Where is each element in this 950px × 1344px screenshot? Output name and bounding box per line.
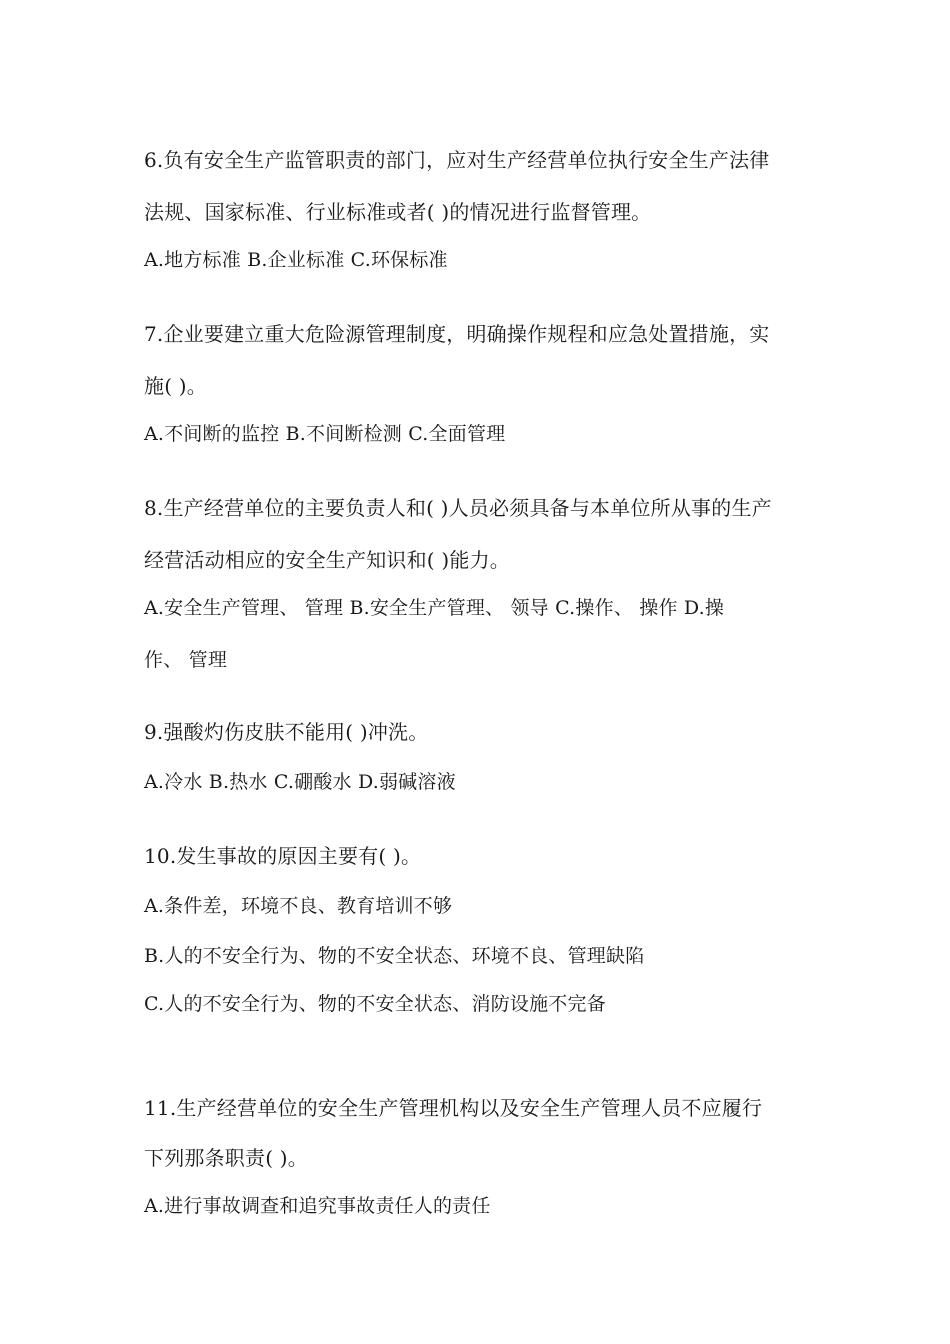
question-8-line-2: 经营活动相应的安全生产知识和( )能力。 (144, 548, 510, 572)
question-6-options: A.地方标准 B.企业标准 C.环保标准 (144, 249, 448, 271)
question-9-options: A.冷水 B.热水 C.硼酸水 D.弱碱溶液 (144, 771, 456, 793)
question-11-line-2: 下列那条职责( )。 (144, 1146, 308, 1170)
question-10-option-c: C.人的不安全行为、物的不安全状态、消防设施不完备 (144, 993, 606, 1015)
question-10-option-a: A.条件差，环境不良、教育培训不够 (144, 895, 453, 917)
question-7-line-1: 7.企业要建立重大危险源管理制度，明确操作规程和应急处置措施，实 (144, 322, 770, 346)
question-7-options: A.不间断的监控 B.不间断检测 C.全面管理 (144, 423, 506, 445)
question-9-line-1: 9.强酸灼伤皮肤不能用( )冲洗。 (144, 720, 429, 744)
question-10-line-1: 10.发生事故的原因主要有( )。 (144, 844, 422, 868)
question-6-line-2: 法规、国家标准、行业标准或者( )的情况进行监督管理。 (144, 200, 652, 224)
question-8-options-line-1: A.安全生产管理、 管理 B.安全生产管理、 领导 C.操作、 操作 D.操 (144, 597, 725, 619)
question-8-options-line-2: 作、 管理 (144, 649, 228, 671)
question-10-option-b: B.人的不安全行为、物的不安全状态、环境不良、管理缺陷 (144, 945, 645, 967)
question-11-line-1: 11.生产经营单位的安全生产管理机构以及安全生产管理人员不应履行 (144, 1096, 763, 1120)
question-11-option-a: A.进行事故调查和追究事故责任人的责任 (144, 1195, 491, 1217)
question-8-line-1: 8.生产经营单位的主要负责人和( )人员必须具备与本单位所从事的生产 (144, 496, 772, 520)
question-6-line-1: 6.负有安全生产监管职责的部门，应对生产经营单位执行安全生产法律 (144, 148, 770, 172)
question-7-line-2: 施( )。 (144, 374, 207, 398)
